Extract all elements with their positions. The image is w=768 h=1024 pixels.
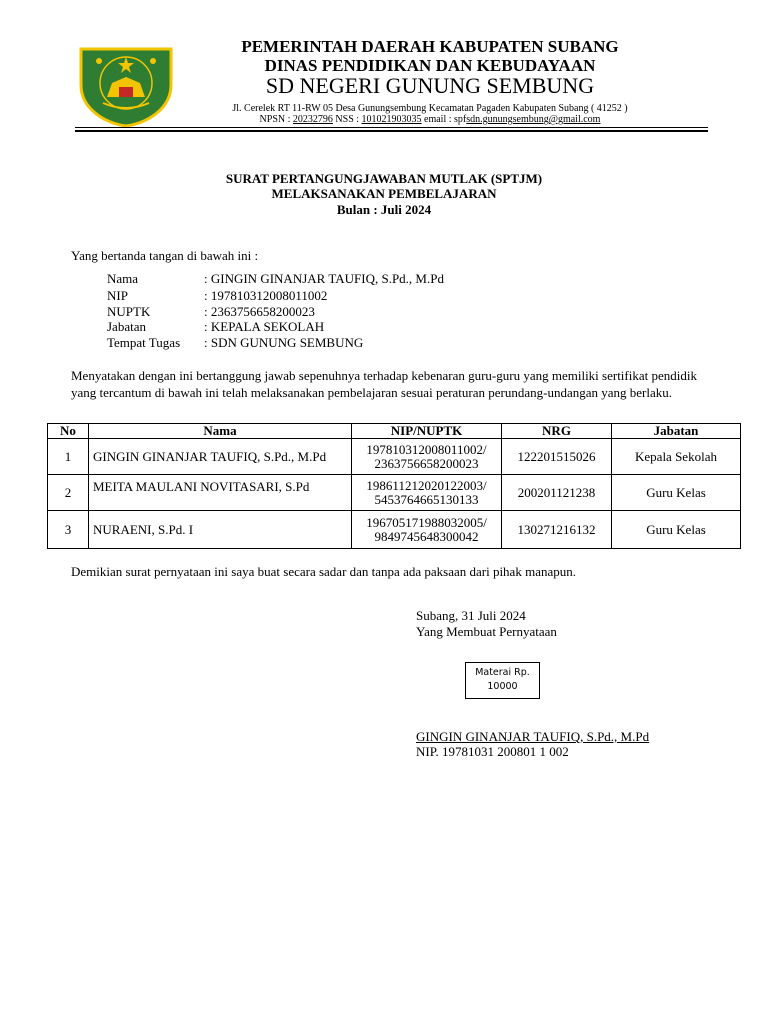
nuptk-value: 9849745648300042	[374, 528, 479, 544]
materai-stamp-box	[465, 662, 540, 699]
nuptk-value: 5453764665130133	[374, 491, 479, 507]
email-label: email : spf	[424, 114, 467, 125]
statement-paragraph: Menyatakan dengan ini bertanggung jawab sepenuhnya terhadap kebenaran guru-guru yang memiliki sertifikat pendidik yang tercantum di bawah ini telah melaksanakan pembelajaran sesuai peraturan perundang-undangan yang berlaku.	[71, 368, 697, 400]
cell-nrg: 122201515026	[502, 439, 612, 475]
table-row	[48, 475, 741, 511]
signatory-name: GINGIN GINANJAR TAUFIQ, S.Pd., M.Pd	[416, 729, 650, 744]
cell-nrg: 130271216132	[502, 511, 612, 549]
stamp-line2: 10000	[487, 681, 518, 692]
cell-jabatan: Guru Kelas	[612, 511, 741, 549]
document-subtitle: MELAKSANAKAN PEMBELAJARAN	[271, 186, 497, 201]
header-nama: Nama	[89, 424, 352, 439]
identity-value: : KEPALA SEKOLAH	[204, 319, 325, 334]
header-rule-thick	[75, 130, 708, 132]
stamp-line1: Materai Rp.	[475, 667, 530, 678]
cell-nip	[352, 475, 502, 511]
signatory-nip: NIP. 19781031 200801 1 002	[416, 744, 569, 759]
email-link[interactable]: sdn.gunungsembung@gmail.com	[466, 114, 601, 125]
cell-nama: MEITA MAULANI NOVITASARI, S.Pd	[89, 475, 352, 511]
identity-label: Nama	[107, 271, 139, 286]
cell-no: 1	[48, 439, 89, 475]
identity-value: : GINGIN GINANJAR TAUFIQ, S.Pd., M.Pd	[204, 271, 444, 286]
cell-no: 3	[48, 511, 89, 549]
identity-value: : 197810312008011002	[204, 288, 328, 303]
signature-role: Yang Membuat Pernyataan	[416, 624, 557, 639]
header-nrg: NRG	[502, 424, 612, 439]
cell-nip	[352, 511, 502, 549]
cell-nip	[352, 439, 502, 475]
document-title: SURAT PERTANGUNGJAWABAN MUTLAK (SPTJM)	[225, 171, 543, 186]
header-contact	[180, 114, 680, 125]
cell-nama: GINGIN GINANJAR TAUFIQ, S.Pd., M.Pd	[89, 439, 352, 475]
cell-jabatan: Guru Kelas	[612, 475, 741, 511]
header-school-name: SD NEGERI GUNUNG SEMBUNG	[265, 73, 595, 98]
header-department: DINAS PENDIDIKAN DAN KEBUDAYAAN	[264, 56, 596, 75]
teacher-table	[47, 423, 741, 549]
header-rule-thin	[75, 127, 708, 128]
npsn-label: NPSN :	[259, 114, 291, 125]
document-month: Bulan : Juli 2024	[336, 202, 432, 217]
header-government: PEMERINTAH DAERAH KABUPATEN SUBANG	[241, 37, 619, 56]
cell-no: 2	[48, 475, 89, 511]
nip-value: 198611212020122003/	[366, 477, 487, 493]
table-row	[48, 439, 741, 475]
identity-label: NIP	[107, 288, 128, 303]
closing-text: Demikian surat pernyataan ini saya buat secara sadar dan tanpa ada paksaan dari pihak manapun.	[71, 564, 576, 579]
intro-text: Yang bertanda tangan di bawah ini :	[71, 248, 259, 263]
header-jabatan: Jabatan	[612, 424, 741, 439]
identity-label: Tempat Tugas	[107, 335, 181, 350]
school-logo	[77, 39, 175, 127]
cell-nrg: 200201121238	[502, 475, 612, 511]
signature-place-date: Subang, 31 Juli 2024	[416, 608, 526, 623]
cell-jabatan: Kepala Sekolah	[612, 439, 741, 475]
nss-value: 101021903035	[361, 114, 422, 125]
identity-value: : 2363756658200023	[204, 304, 315, 319]
header-no: No	[48, 424, 89, 439]
npsn-value: 20232796	[292, 114, 333, 125]
header-address: Jl. Cerelek RT 11-RW 05 Desa Gunungsembung Kecamatan Pagaden Kabupaten Subang ( 41252 )	[232, 103, 628, 114]
nss-label: NSS :	[335, 114, 360, 125]
identity-label: Jabatan	[107, 319, 146, 334]
identity-value: : SDN GUNUNG SEMBUNG	[204, 335, 364, 350]
nip-value: 197810312008011002/	[366, 441, 487, 457]
cell-nama: NURAENI, S.Pd. I	[89, 511, 352, 549]
table-row	[48, 511, 741, 549]
table-header-row	[48, 424, 741, 439]
identity-label: NUPTK	[107, 304, 151, 319]
nip-value: 196705171988032005/	[366, 514, 487, 530]
nuptk-value: 2363756658200023	[374, 455, 479, 471]
header-nip: NIP/NUPTK	[352, 424, 502, 439]
